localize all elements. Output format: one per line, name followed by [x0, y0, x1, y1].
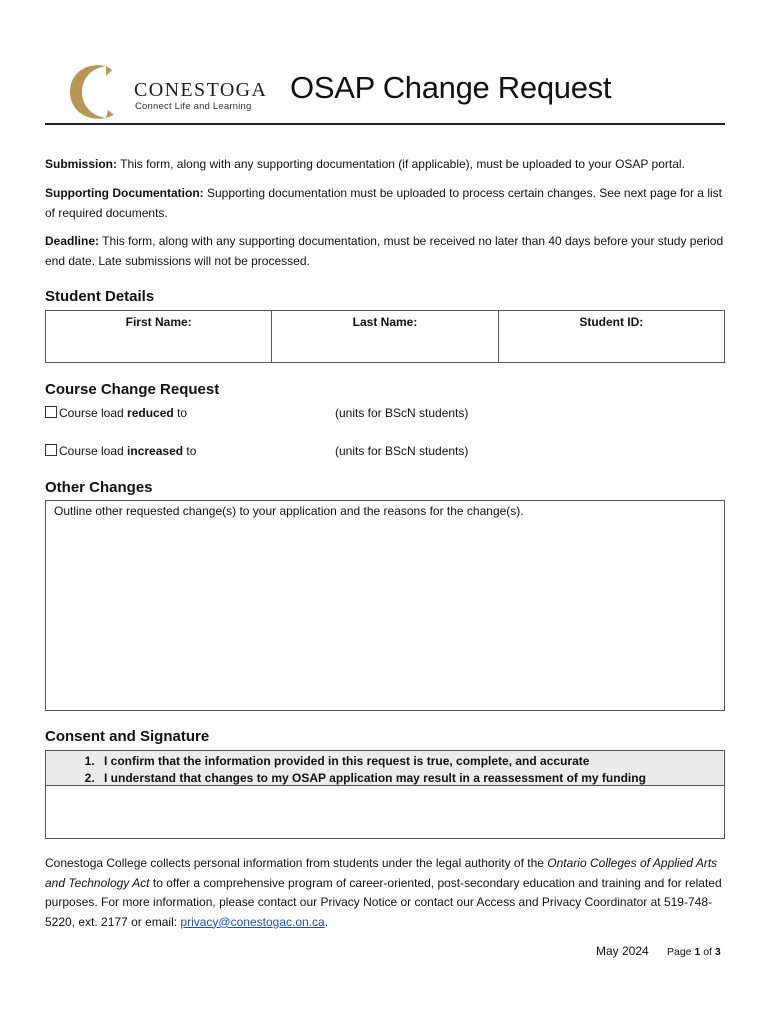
privacy-text-3: . [324, 914, 329, 929]
course-increased-bold: increased [127, 444, 184, 458]
signature-field[interactable] [46, 786, 724, 838]
course-reduced-checkbox[interactable] [45, 406, 57, 418]
deadline-paragraph [45, 232, 727, 271]
student-details-table [45, 310, 725, 363]
page-current: 1 [694, 946, 701, 958]
page-prefix: Page [667, 946, 695, 958]
submission-text: This form, along with any supporting documentation (if applicable), must be uploaded to your OSAP portal. [117, 157, 685, 171]
first-name-field[interactable] [46, 311, 272, 362]
course-increased-suffix: to [183, 444, 197, 458]
page-total: 3 [714, 946, 721, 958]
privacy-text-2: to offer a comprehensive program of career-oriented, post-secondary education and training and for related purposes. For more information, please contact our Privacy Notice or contact our Access and Privacy Coordinator at 519-748-5220, ext. 2177 or email: [45, 875, 722, 929]
privacy-email-link[interactable]: privacy@conestogac.on.ca [180, 914, 325, 929]
course-reduced-bold: reduced [127, 406, 174, 420]
logo-name: CONESTOGA [134, 79, 268, 101]
privacy-act-name: Ontario Colleges of Applied Arts and Technology Act [45, 856, 718, 890]
privacy-statement [45, 854, 725, 932]
supporting-text: Supporting documentation must be uploaded to process certain changes. See next page for a list of required documents. [45, 186, 722, 220]
supporting-paragraph [45, 184, 727, 223]
page-title: OSAP Change Request [290, 70, 612, 105]
student-id-field[interactable] [499, 311, 724, 362]
deadline-text: This form, along with any supporting documentation, must be received no later than 40 days before your study period end date. Late submissions will not be processed. [45, 234, 724, 268]
student-details-heading: Student Details [45, 288, 155, 305]
submission-label: Submission: [45, 157, 118, 171]
consent-statements [46, 751, 724, 786]
increased-units-note: (units for BScN students) [335, 444, 469, 458]
consent-heading: Consent and Signature [45, 728, 210, 745]
page-indicator [667, 946, 721, 958]
course-increased-prefix: Course load [59, 444, 128, 458]
other-changes-hint: Outline other requested change(s) to your application and the reasons for the change(s). [54, 504, 524, 518]
reduced-units-note: (units for BScN students) [335, 406, 469, 420]
page-of: of [700, 946, 715, 958]
consent-item-1: 1. I confirm that the information provided in this request is true, complete, and accurate [98, 753, 724, 770]
course-reduced-option [45, 406, 187, 420]
privacy-text-1: Conestoga College collects personal information from students under the legal authority of the [45, 856, 548, 870]
college-logo [66, 60, 266, 122]
course-change-heading: Course Change Request [45, 381, 220, 398]
course-increased-checkbox[interactable] [45, 444, 57, 456]
other-changes-heading: Other Changes [45, 479, 153, 496]
course-reduced-prefix: Course load [59, 406, 128, 420]
first-name-label: First Name: [125, 315, 192, 329]
consent-item-2: 2. I understand that changes to my OSAP application may result in a reassessment of my funding [98, 770, 724, 787]
course-reduced-suffix: to [173, 406, 188, 420]
conestoga-c-icon [66, 60, 126, 122]
last-name-field[interactable] [272, 311, 498, 362]
consent-box [45, 750, 725, 839]
last-name-label: Last Name: [352, 315, 418, 329]
footer-date: May 2024 [596, 944, 649, 958]
other-changes-textarea[interactable] [45, 500, 725, 711]
student-id-label: Student ID: [579, 315, 644, 329]
supporting-label: Supporting Documentation: [45, 186, 204, 200]
deadline-label: Deadline: [45, 234, 100, 248]
header-divider [45, 123, 725, 125]
submission-paragraph [45, 155, 727, 175]
logo-tagline: Connect Life and Learning [135, 101, 252, 112]
course-increased-option [45, 444, 196, 458]
